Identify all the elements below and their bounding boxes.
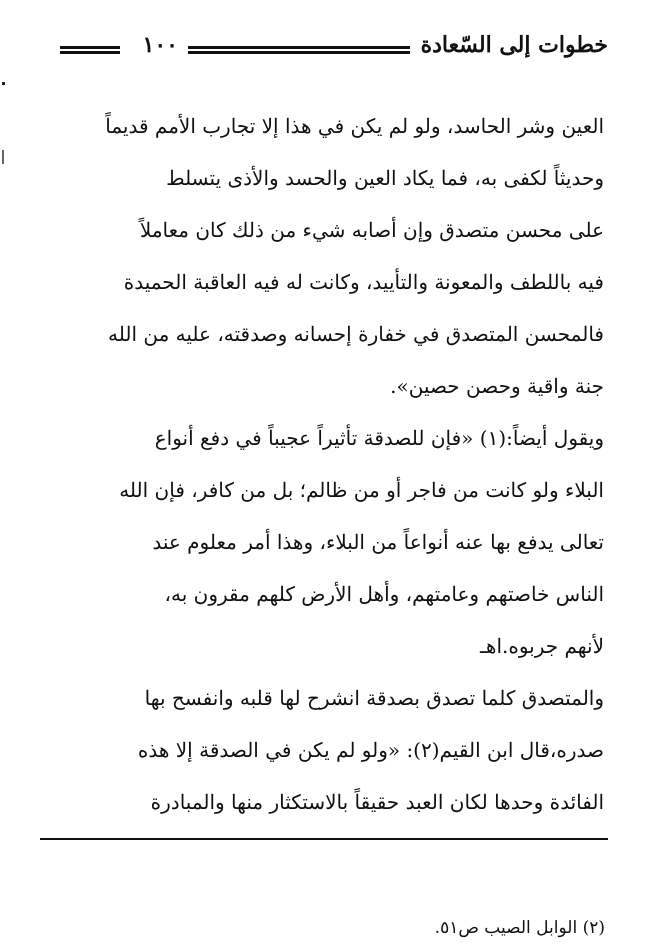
footnote-divider xyxy=(40,838,608,840)
body-text xyxy=(44,100,604,828)
text-line: فيه باللطف والمعونة والتأييد، وكانت له فيه العاقبة الحميدة xyxy=(123,270,604,294)
text-line: لأنهم جربوه.اهـ xyxy=(480,634,604,658)
text-line: تعالى يدفع بها عنه أنواعاً من البلاء، وهذا أمر معلوم عند xyxy=(152,530,604,554)
text-line: وحديثاً لكفى به، فما يكاد العين والحسد والأذى يتسلط xyxy=(166,166,604,190)
header-rule-short xyxy=(60,46,120,54)
text-line: على محسن متصدق وإن أصابه شيء من ذلك كان معاملاً xyxy=(139,218,604,242)
header-rule-long xyxy=(188,46,410,54)
text-line: جنة واقية وحصن حصين». xyxy=(390,374,604,398)
page-number: ١٠٠ xyxy=(142,32,178,58)
text-line: والمتصدق كلما تصدق بصدقة انشرح لها قلبه وانفسح بها xyxy=(144,686,604,710)
text-line: ويقول أيضاً:(١) «فإن للصدقة تأثيراً عجيباً في دفع أنواع xyxy=(154,426,604,450)
text-line: صدره،قال ابن القيم(٢): «ولو لم يكن في الصدقة إلا هذه xyxy=(137,738,604,762)
text-line: البلاء ولو كانت من فاجر أو من ظالم؛ بل من كافر، فإن الله xyxy=(119,478,604,502)
text-line: فالمحسن المتصدق في خفارة إحسانه وصدقته، عليه من الله xyxy=(108,322,604,346)
footnote: (٢) الوابل الصيب ص٥١. xyxy=(434,918,605,938)
margin-tick xyxy=(2,150,4,164)
margin-mark xyxy=(2,82,5,85)
text-line: الفائدة وحدها لكان العبد حقيقاً بالاستكثار منها والمبادرة xyxy=(150,790,604,814)
page-header xyxy=(40,32,608,68)
text-line: العين وشر الحاسد، ولو لم يكن في هذا إلا تجارب الأمم قديماً xyxy=(105,114,604,138)
running-title: خطوات إلى السّعادة xyxy=(420,32,608,58)
text-line: الناس خاصتهم وعامتهم، وأهل الأرض كلهم مقرون به، xyxy=(164,582,604,606)
